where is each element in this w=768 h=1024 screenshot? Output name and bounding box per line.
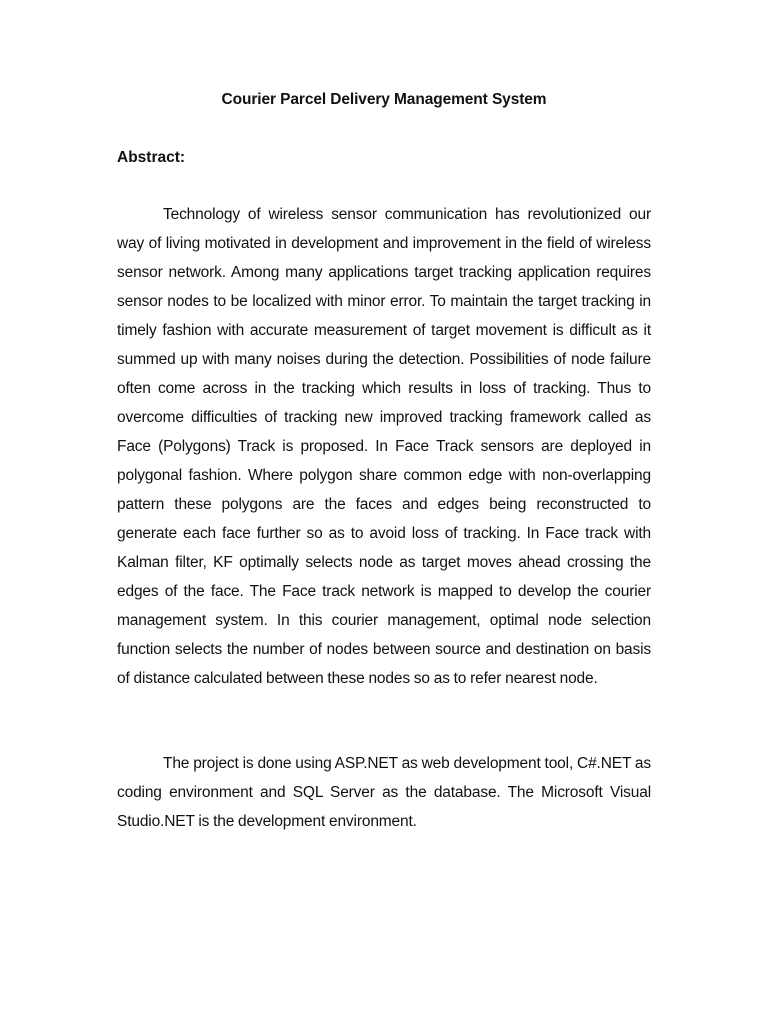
abstract-paragraph-1: Technology of wireless sensor communication has revolutionized our way of living motivated in development and improvement in the field of wireless sensor network. Among many applications target tracking application requires sensor nodes to be localized with minor error. To maintain the target tracking in timely fashion with accurate measurement of target movement is difficult as it summed up with many noises during the detection. Possibilities of node failure often come across in the tracking which results in loss of tracking. Thus to overcome difficulties of tracking new improved tracking framework called as Face (Polygons) Track is proposed. In Face Track sensors are deployed in polygonal fashion. Where polygon share common edge with non-overlapping pattern these polygons are the faces and edges being reconstructed to generate each face further so as to avoid loss of tracking. In Face track with Kalman filter, KF optimally selects node as target moves ahead crossing the edges of the face. The Face track network is mapped to develop the courier management system. In this courier management, optimal node selection function selects the number of nodes between source and destination on basis of distance calculated between these nodes so as to refer nearest node. (117, 206, 651, 687)
abstract-heading: Abstract: (117, 149, 186, 166)
document-title: Courier Parcel Delivery Management System (221, 91, 547, 108)
abstract-paragraph-2: The project is done using ASP.NET as web development tool, C#.NET as coding environment and SQL Server as the database. The Microsoft Visual Studio.NET is the development environment. (117, 755, 651, 830)
